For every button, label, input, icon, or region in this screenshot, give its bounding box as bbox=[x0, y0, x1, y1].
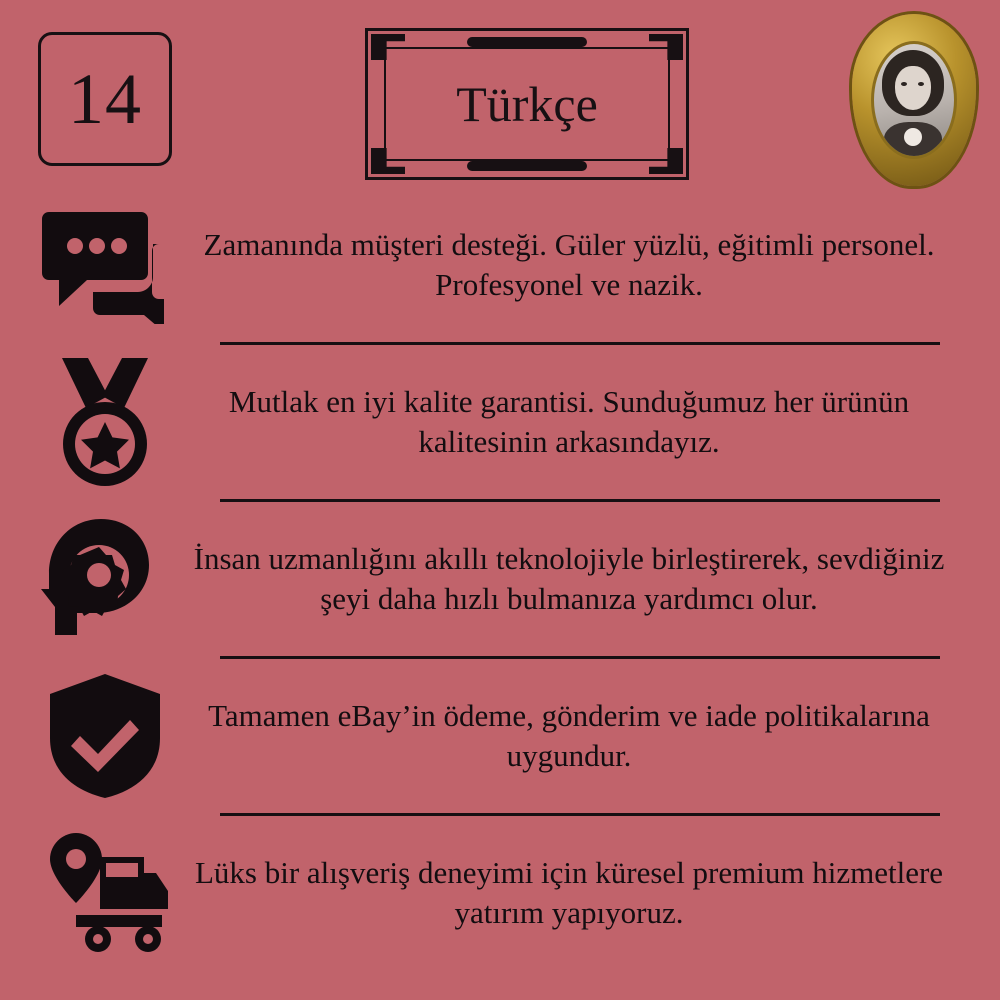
list-item bbox=[30, 190, 970, 340]
divider bbox=[220, 499, 940, 502]
head-gear-icon bbox=[30, 517, 180, 641]
medal-star-icon bbox=[30, 356, 180, 488]
list-item bbox=[30, 818, 970, 968]
list-item-text: Lüks bir alışveriş deneyimi için küresel premium hizmetlere yatırım yapıyoruz. bbox=[194, 855, 944, 930]
page-title: Türkçe bbox=[456, 76, 598, 132]
number-badge bbox=[38, 32, 172, 166]
portrait-oval bbox=[871, 41, 957, 159]
feature-list bbox=[0, 190, 1000, 968]
divider bbox=[220, 813, 940, 816]
title-frame bbox=[365, 28, 689, 180]
list-item bbox=[30, 504, 970, 654]
ornament-top-icon bbox=[467, 37, 587, 47]
portrait-face bbox=[895, 66, 931, 110]
delivery-location-icon bbox=[30, 833, 180, 953]
portrait-collar bbox=[904, 128, 922, 146]
portrait-eye-left bbox=[901, 82, 907, 86]
chat-bubbles-icon bbox=[30, 206, 180, 324]
list-item-text: İnsan uzmanlığını akıllı teknolojiyle birleştirerek, sevdiğiniz şeyi daha hızlı bulmanıza yardımcı olur. bbox=[193, 541, 945, 616]
list-item-text: Mutlak en iyi kalite garantisi. Sunduğumuz her ürünün kalitesinin arkasındayız. bbox=[228, 384, 910, 459]
portrait-eye-right bbox=[918, 82, 924, 86]
card-header bbox=[0, 0, 1000, 190]
ornament-bottom-icon bbox=[467, 161, 587, 171]
list-item-text: Zamanında müşteri desteği. Güler yüzlü, eğitimli personel. Profesyonel ve nazik. bbox=[203, 227, 935, 302]
divider bbox=[220, 342, 940, 345]
shield-check-icon bbox=[30, 672, 180, 800]
divider bbox=[220, 656, 940, 659]
list-item-text: Tamamen eBay’in ödeme, gönderim ve iade politikalarına uygundur. bbox=[208, 698, 930, 773]
portrait-avatar bbox=[852, 14, 976, 186]
list-item bbox=[30, 661, 970, 811]
number-badge-label: 14 bbox=[68, 59, 142, 139]
list-item bbox=[30, 347, 970, 497]
